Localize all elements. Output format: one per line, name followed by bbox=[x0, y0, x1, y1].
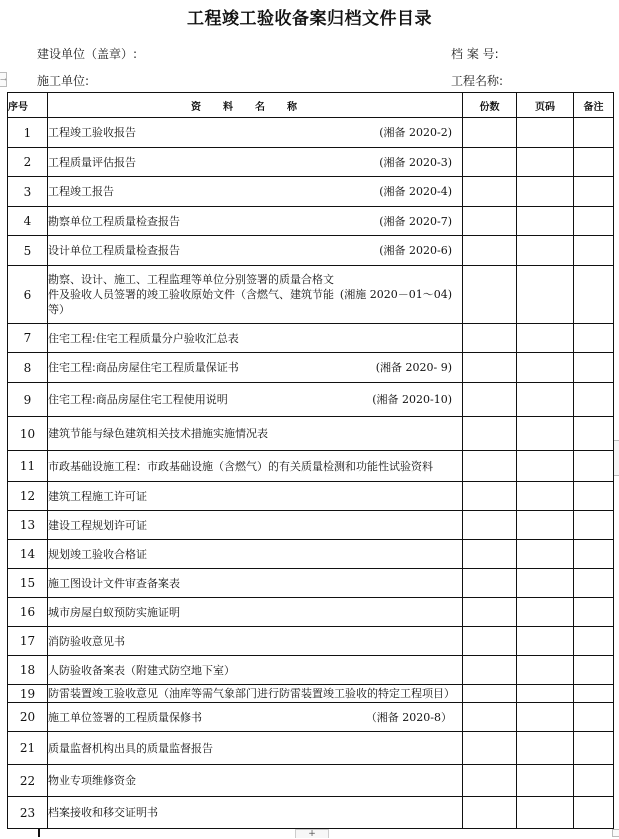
row-document-name: 市政基础设施工程：市政基础设施（含燃气）的有关质量检测和功能性试验资料 bbox=[48, 459, 433, 473]
row-notes-cell[interactable] bbox=[574, 685, 614, 703]
row-seq-number: 12 bbox=[8, 482, 48, 511]
row-copies-cell[interactable] bbox=[463, 797, 517, 829]
row-document-name-cell[interactable] bbox=[48, 353, 463, 383]
row-pages-cell[interactable] bbox=[517, 266, 574, 324]
row-seq-number: 7 bbox=[8, 324, 48, 353]
row-notes-cell[interactable] bbox=[574, 417, 614, 451]
table-row bbox=[8, 118, 614, 148]
row-document-name: 规划竣工验收合格证 bbox=[48, 547, 147, 561]
table-row bbox=[8, 765, 614, 797]
row-notes-cell[interactable] bbox=[574, 207, 614, 236]
row-pages-cell[interactable] bbox=[517, 656, 574, 685]
row-seq-number: 22 bbox=[8, 765, 48, 797]
row-pages-cell[interactable] bbox=[517, 598, 574, 627]
table-row bbox=[8, 266, 614, 324]
row-document-name: 档案接收和移交证明书 bbox=[48, 806, 158, 819]
row-document-name-cell[interactable] bbox=[48, 685, 463, 703]
row-document-name: 消防验收意见书 bbox=[48, 634, 125, 648]
row-seq-number: 4 bbox=[8, 207, 48, 236]
table-row bbox=[8, 236, 614, 266]
row-notes-cell[interactable] bbox=[574, 656, 614, 685]
row-document-name: 设计单位工程质量检查报告 bbox=[48, 244, 180, 257]
table-row bbox=[8, 656, 614, 685]
row-notes-cell[interactable] bbox=[574, 540, 614, 569]
table-row bbox=[8, 324, 614, 353]
table-row bbox=[8, 383, 614, 417]
row-document-name: 防雷装置竣工验收意见（油库等需气象部门进行防雷装置竣工验收的特定工程项目） bbox=[48, 687, 455, 700]
row-document-name-cell[interactable] bbox=[48, 598, 463, 627]
table-resize-handle[interactable] bbox=[612, 829, 619, 837]
row-pages-cell[interactable] bbox=[517, 482, 574, 511]
row-form-code: (湘备 2020-4) bbox=[379, 185, 452, 198]
archive-number-label: 档 案 号: bbox=[451, 47, 499, 61]
row-pages-cell[interactable] bbox=[517, 765, 574, 797]
row-copies-cell[interactable] bbox=[463, 236, 517, 266]
row-document-name-cell[interactable] bbox=[48, 236, 463, 266]
row-seq-number: 18 bbox=[8, 656, 48, 685]
row-notes-cell[interactable] bbox=[574, 732, 614, 765]
table-row bbox=[8, 451, 614, 482]
row-pages-cell[interactable] bbox=[517, 540, 574, 569]
row-document-name-cell[interactable] bbox=[48, 732, 463, 765]
row-seq-number: 19 bbox=[8, 685, 48, 703]
row-form-code: (湘备 2020- 9) bbox=[375, 361, 452, 374]
row-pages-cell[interactable] bbox=[517, 417, 574, 451]
row-document-name: 住宅工程:商品房屋住宅工程质量保证书 bbox=[48, 361, 239, 374]
row-pages-cell[interactable] bbox=[517, 511, 574, 540]
row-copies-cell[interactable] bbox=[463, 451, 517, 482]
archive-file-table bbox=[7, 92, 614, 829]
header-name: 资料名称 bbox=[48, 93, 463, 118]
row-seq-number: 20 bbox=[8, 703, 48, 732]
row-document-name: 工程竣工报告 bbox=[48, 185, 114, 198]
table-row bbox=[8, 207, 614, 236]
construction-unit-label: 建设单位（盖章）: bbox=[37, 47, 138, 61]
row-pages-cell[interactable] bbox=[517, 383, 574, 417]
table-row bbox=[8, 732, 614, 765]
row-document-name: 施工单位签署的工程质量保修书 bbox=[48, 710, 202, 724]
row-seq-number: 14 bbox=[8, 540, 48, 569]
row-copies-cell[interactable] bbox=[463, 703, 517, 732]
row-pages-cell[interactable] bbox=[517, 451, 574, 482]
row-pages-cell[interactable] bbox=[517, 569, 574, 598]
row-seq-number: 23 bbox=[8, 797, 48, 829]
row-seq-number: 13 bbox=[8, 511, 48, 540]
row-document-name: 城市房屋白蚁预防实施证明 bbox=[48, 605, 180, 619]
row-copies-cell[interactable] bbox=[463, 324, 517, 353]
row-pages-cell[interactable] bbox=[517, 703, 574, 732]
table-row bbox=[8, 353, 614, 383]
row-document-name-cell[interactable] bbox=[48, 511, 463, 540]
row-form-code: （湘备 2020-8） bbox=[365, 710, 452, 724]
row-notes-cell[interactable] bbox=[574, 569, 614, 598]
row-seq-number: 16 bbox=[8, 598, 48, 627]
row-document-name: 勘察单位工程质量检查报告 bbox=[48, 214, 180, 228]
row-seq-number: 11 bbox=[8, 451, 48, 482]
row-document-name: 施工图设计文件审查备案表 bbox=[48, 576, 180, 590]
row-copies-cell[interactable] bbox=[463, 417, 517, 451]
table-header-row bbox=[8, 93, 614, 118]
row-copies-cell[interactable] bbox=[463, 656, 517, 685]
row-pages-cell[interactable] bbox=[517, 177, 574, 207]
row-document-name-cell[interactable] bbox=[48, 656, 463, 685]
row-copies-cell[interactable] bbox=[463, 765, 517, 797]
row-document-name: 工程竣工验收报告 bbox=[48, 126, 136, 139]
row-document-name-cell[interactable] bbox=[48, 148, 463, 177]
row-copies-cell[interactable] bbox=[463, 627, 517, 656]
table-row bbox=[8, 797, 614, 829]
row-copies-cell[interactable] bbox=[463, 540, 517, 569]
row-pages-cell[interactable] bbox=[517, 148, 574, 177]
row-copies-cell[interactable] bbox=[463, 598, 517, 627]
row-document-name-cell[interactable] bbox=[48, 627, 463, 656]
row-document-name: 建设工程规划许可证 bbox=[48, 518, 147, 532]
row-pages-cell[interactable] bbox=[517, 236, 574, 266]
table-body bbox=[8, 118, 614, 829]
row-form-code: (湘备 2020-2) bbox=[379, 126, 452, 139]
row-notes-cell[interactable] bbox=[574, 703, 614, 732]
row-document-name-cell[interactable] bbox=[48, 324, 463, 353]
row-notes-cell[interactable] bbox=[574, 383, 614, 417]
row-document-name-cell[interactable] bbox=[48, 118, 463, 148]
row-seq-number: 8 bbox=[8, 353, 48, 383]
table-row bbox=[8, 482, 614, 511]
row-notes-cell[interactable] bbox=[574, 598, 614, 627]
text-cursor bbox=[38, 829, 40, 837]
table-move-handle-icon[interactable]: → bbox=[0, 72, 7, 87]
table-row bbox=[8, 540, 614, 569]
row-notes-cell[interactable] bbox=[574, 765, 614, 797]
contractor-label: 施工单位: bbox=[37, 74, 90, 88]
row-document-name: 人防验收备案表（附建式防空地下室） bbox=[48, 663, 235, 677]
table-row bbox=[8, 417, 614, 451]
row-document-name: 工程质量评估报告 bbox=[48, 155, 136, 169]
table-row bbox=[8, 685, 614, 703]
row-document-name-cell[interactable] bbox=[48, 540, 463, 569]
row-document-name: 质量监督机构出具的质量监督报告 bbox=[48, 741, 213, 755]
row-document-name: 建筑节能与绿色建筑相关技术措施实施情况表 bbox=[48, 427, 268, 440]
row-copies-cell[interactable] bbox=[463, 511, 517, 540]
row-document-name-cell[interactable] bbox=[48, 703, 463, 732]
row-notes-cell[interactable] bbox=[574, 118, 614, 148]
row-copies-cell[interactable] bbox=[463, 353, 517, 383]
header-notes: 备注 bbox=[574, 93, 614, 118]
row-copies-cell[interactable] bbox=[463, 266, 517, 324]
row-document-name-cell[interactable] bbox=[48, 569, 463, 598]
row-pages-cell[interactable] bbox=[517, 353, 574, 383]
table-row bbox=[8, 148, 614, 177]
header-pages: 页码 bbox=[517, 93, 574, 118]
row-document-name: 住宅工程:住宅工程质量分户验收汇总表 bbox=[48, 331, 239, 345]
row-notes-cell[interactable] bbox=[574, 177, 614, 207]
row-copies-cell[interactable] bbox=[463, 732, 517, 765]
row-notes-cell[interactable] bbox=[574, 236, 614, 266]
row-seq-number: 3 bbox=[8, 177, 48, 207]
row-notes-cell[interactable] bbox=[574, 353, 614, 383]
row-document-name: 勘察、设计、施工、工程监理等单位分别签署的质量合格文件及验收人员签署的竣工验收原始文件（含燃气、建筑节能等） bbox=[48, 273, 334, 316]
row-document-name: 建筑工程施工许可证 bbox=[48, 489, 147, 503]
table-row bbox=[8, 598, 614, 627]
row-copies-cell[interactable] bbox=[463, 685, 517, 703]
table-row bbox=[8, 627, 614, 656]
row-pages-cell[interactable] bbox=[517, 627, 574, 656]
row-document-name-cell[interactable] bbox=[48, 765, 463, 797]
row-copies-cell[interactable] bbox=[463, 118, 517, 148]
row-notes-cell[interactable] bbox=[574, 627, 614, 656]
row-notes-cell[interactable] bbox=[574, 324, 614, 353]
row-form-code: (湘备 2020-10) bbox=[372, 393, 452, 406]
row-seq-number: 17 bbox=[8, 627, 48, 656]
row-form-code: (湘施 2020－01～04) bbox=[339, 288, 452, 301]
row-document-name-cell[interactable] bbox=[48, 417, 463, 451]
row-document-name-cell[interactable] bbox=[48, 451, 463, 482]
row-copies-cell[interactable] bbox=[463, 383, 517, 417]
row-form-code: (湘备 2020-6) bbox=[379, 244, 452, 257]
table-row bbox=[8, 511, 614, 540]
row-pages-cell[interactable] bbox=[517, 797, 574, 829]
row-document-name-cell[interactable] bbox=[48, 383, 463, 417]
row-copies-cell[interactable] bbox=[463, 177, 517, 207]
row-pages-cell[interactable] bbox=[517, 118, 574, 148]
row-pages-cell[interactable] bbox=[517, 207, 574, 236]
table-row bbox=[8, 569, 614, 598]
table-row bbox=[8, 177, 614, 207]
row-pages-cell[interactable] bbox=[517, 685, 574, 703]
row-document-name-cell[interactable] bbox=[48, 797, 463, 829]
row-notes-cell[interactable] bbox=[574, 451, 614, 482]
row-document-name-cell[interactable] bbox=[48, 177, 463, 207]
row-document-name: 住宅工程:商品房屋住宅工程使用说明 bbox=[48, 393, 228, 406]
row-form-code: (湘备 2020-3) bbox=[379, 155, 452, 169]
row-copies-cell[interactable] bbox=[463, 148, 517, 177]
header-seq: 序号 bbox=[8, 93, 48, 118]
row-document-name-cell[interactable] bbox=[48, 266, 463, 324]
row-notes-cell[interactable] bbox=[574, 482, 614, 511]
row-seq-number: 2 bbox=[8, 148, 48, 177]
row-seq-number: 5 bbox=[8, 236, 48, 266]
row-seq-number: 21 bbox=[8, 732, 48, 765]
header-copies: 份数 bbox=[463, 93, 517, 118]
row-pages-cell[interactable] bbox=[517, 732, 574, 765]
row-document-name-cell[interactable] bbox=[48, 482, 463, 511]
row-notes-cell[interactable] bbox=[574, 266, 614, 324]
row-notes-cell[interactable] bbox=[574, 148, 614, 177]
row-pages-cell[interactable] bbox=[517, 324, 574, 353]
row-copies-cell[interactable] bbox=[463, 569, 517, 598]
row-document-name-cell[interactable] bbox=[48, 207, 463, 236]
row-notes-cell[interactable] bbox=[574, 511, 614, 540]
row-form-code: (湘备 2020-7) bbox=[379, 214, 452, 228]
row-seq-number: 15 bbox=[8, 569, 48, 598]
row-seq-number: 10 bbox=[8, 417, 48, 451]
row-seq-number: 9 bbox=[8, 383, 48, 417]
document-title: 工程竣工验收备案归档文件目录 bbox=[187, 9, 432, 29]
row-seq-number: 6 bbox=[8, 266, 48, 324]
table-row bbox=[8, 703, 614, 732]
row-seq-number: 1 bbox=[8, 118, 48, 148]
row-copies-cell[interactable] bbox=[463, 207, 517, 236]
project-name-label: 工程名称: bbox=[451, 74, 504, 88]
row-document-name: 物业专项维修资金 bbox=[48, 774, 136, 787]
row-notes-cell[interactable] bbox=[574, 797, 614, 829]
add-row-button[interactable]: + bbox=[295, 829, 329, 838]
row-copies-cell[interactable] bbox=[463, 482, 517, 511]
